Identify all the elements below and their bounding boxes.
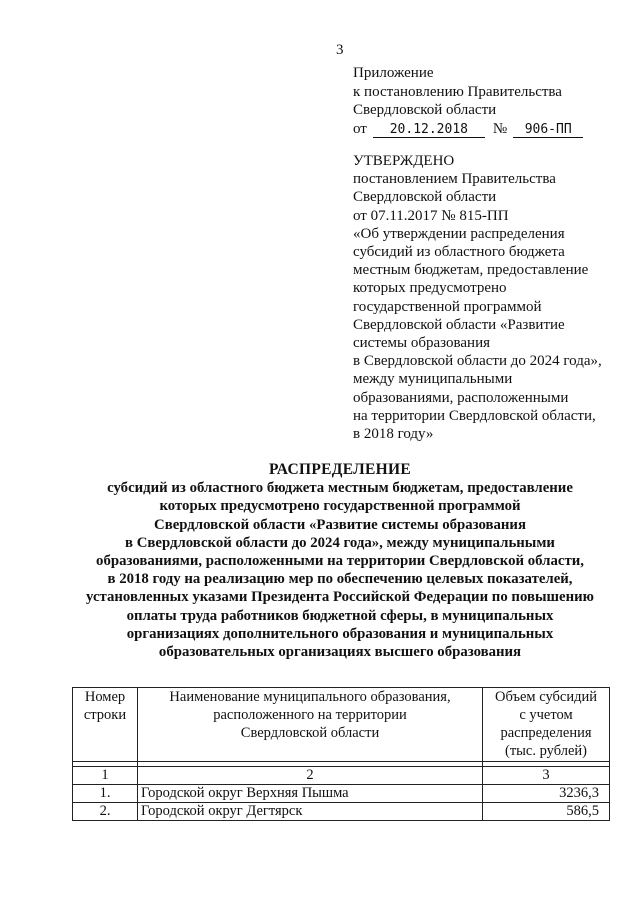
header-text: распределения (500, 725, 592, 741)
title-line: Свердловской области «Развитие системы образования (154, 516, 526, 533)
title-line: субсидий из областного бюджета местным бюджетам, предоставление (107, 480, 573, 497)
approved-line: на территории Свердловской области, (353, 407, 596, 424)
approved-line: между муниципальными (353, 371, 513, 388)
column-number: 1 (73, 767, 138, 785)
header-text: Номер (84, 689, 126, 705)
title-line: которых предусмотрено государственной программой (159, 498, 521, 515)
header-text: Объем субсидий (495, 689, 597, 705)
header-text: Свердловской области (240, 725, 380, 741)
appendix-date-line (353, 120, 583, 139)
row-number: 1. (73, 785, 138, 803)
title-line: в 2018 году на реализацию мер по обеспечению целевых показателей, (107, 571, 573, 588)
table-row (73, 785, 610, 803)
approved-line: системы образования (353, 335, 490, 352)
header-text: расположенного на территории (213, 707, 407, 723)
column-numbers-row (73, 767, 610, 785)
distribution-title (60, 461, 620, 661)
header-text: (тыс. рублей) (505, 743, 587, 759)
approved-line: постановлением Правительства (353, 171, 556, 188)
from-label: от (353, 120, 367, 137)
approved-line: Свердловской области «Развитие (353, 316, 565, 333)
subsidy-value: 3236,3 (483, 785, 610, 803)
appendix-line: Свердловской области (353, 102, 497, 118)
row-number: 2. (73, 803, 138, 821)
approved-line: в 2018 году» (353, 426, 434, 443)
approved-line: местным бюджетам, предоставление (353, 262, 589, 279)
subsidy-value: 586,5 (483, 803, 610, 821)
approved-line: «Об утверждении распределения (353, 225, 565, 242)
header-municipality (138, 688, 483, 762)
appendix-line: Приложение (353, 65, 434, 81)
approved-line: Свердловской области (353, 189, 497, 206)
approved-line: субсидий из областного бюджета (353, 244, 565, 261)
municipality-name: Городской округ Верхняя Пышма (138, 785, 483, 803)
title-line: образовательных организациях высшего образования (158, 644, 522, 661)
title-line: оплаты труда работников бюджетной сферы, в муниципальных (126, 607, 554, 624)
header-subsidy-volume (483, 688, 610, 762)
page-number: 3 (336, 42, 344, 58)
header-row-number (73, 688, 138, 762)
title-line: в Свердловской области до 2024 года», между муниципальными (125, 534, 555, 551)
title-line: организациях дополнительного образования и муниципальных (126, 625, 554, 642)
approved-line: государственной программой (353, 298, 542, 315)
header-text: строки (83, 707, 127, 723)
appendix-block (353, 64, 583, 138)
header-text: Наименование муниципального образования, (169, 689, 451, 705)
header-text: с учетом (519, 707, 573, 723)
approved-line: образованиями, расположенными (353, 389, 569, 406)
distribution-table (72, 687, 610, 821)
approved-line: которых предусмотрено (353, 280, 507, 297)
appendix-line: к постановлению Правительства (353, 83, 562, 100)
approved-block (353, 152, 602, 443)
municipality-name: Городской округ Дегтярск (138, 803, 483, 821)
approved-line: в Свердловской области до 2024 года», (353, 353, 602, 370)
number-label: № (492, 120, 508, 137)
table-row (73, 803, 610, 821)
title-line: образованиями, расположенными на территории Свердловской области, (96, 553, 584, 570)
approved-line: от 07.11.2017 № 815-ПП (353, 207, 509, 224)
table-header-row (73, 688, 610, 762)
approved-heading: УТВЕРЖДЕНО (353, 153, 455, 169)
title-line: установленных указами Президента Российской Федерации по повышению (86, 589, 594, 606)
title-main: РАСПРЕДЕЛЕНИЕ (269, 461, 411, 478)
column-number: 3 (483, 767, 610, 785)
column-number: 2 (138, 767, 483, 785)
decree-date: 20.12.2018 (373, 122, 485, 138)
decree-number: 906-ПП (513, 122, 583, 138)
